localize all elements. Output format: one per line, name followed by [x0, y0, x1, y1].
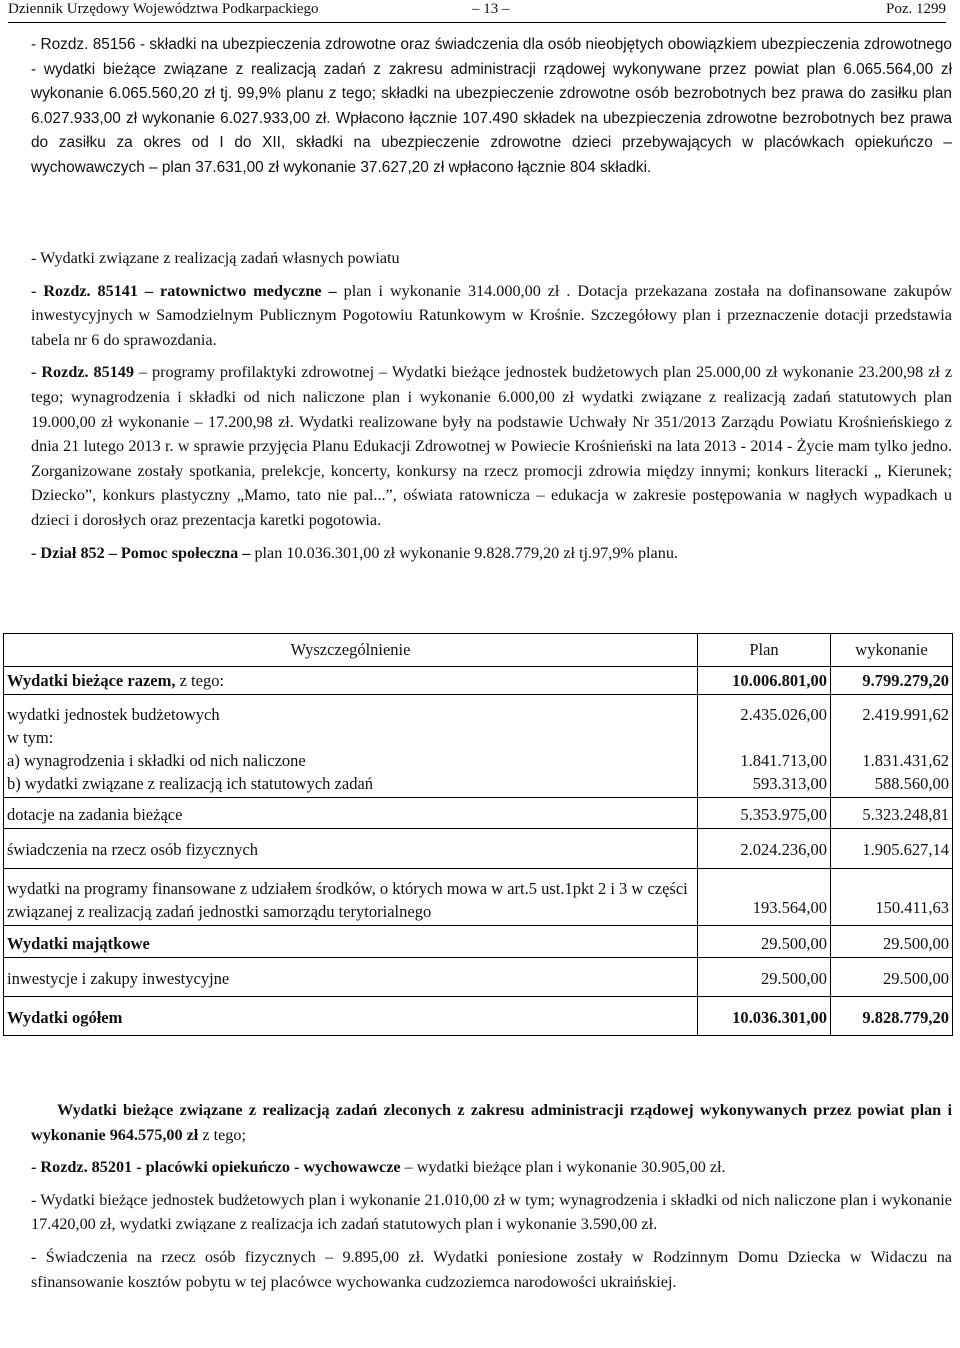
section-85201-text: – wydatki bieżące plan i wykonanie 30.905,00 zł.: [400, 1158, 726, 1177]
row-plan-line: 1.841.713,00: [740, 751, 827, 770]
row-plan: [698, 695, 831, 798]
own-tasks-heading: [31, 246, 952, 271]
row-exec-line: 1.831.431,62: [862, 751, 949, 770]
row-label-bold: Wydatki bieżące razem,: [7, 671, 176, 690]
commissioned-text: z tego;: [198, 1125, 246, 1144]
section-85141-lead: - Rozdz. 85141 – ratownictwo medyczne –: [31, 281, 337, 300]
table-row: [4, 667, 953, 695]
bullet-benefits: - Świadczenia na rzecz osób fizycznych – 9.895,00 zł. Wydatki poniesione zostały w Rodzinnym Domu Dziecka w Widaczu na sfinansowanie kosztów pobytu w tej placówce wychowanka cudzoziemca narodowości ukraińskiej.: [31, 1247, 952, 1291]
row-plan-line: 593.313,00: [752, 774, 827, 793]
row-plan: 2.024.236,00: [698, 829, 831, 869]
row-execution: 5.323.248,81: [831, 798, 953, 829]
section-85141: [31, 279, 952, 353]
main-body: [31, 246, 952, 565]
section-85149-text: – programy profilaktyki zdrowotnej – Wydatki bieżące jednostek budżetowych plan 25.000,00 zł wykonanie 23.200,98 zł z tego; wynagrodzenia i składki od nich naliczone plan i wykonanie 6.000,00 zł wydatki związane z realizacją zadań statutowych plan 19.000,00 zł wykonanie – 17.200,98 zł. Wydatki realizowane były na podstawie Uchwały Nr 351/2013 Zarządu Powiatu Krośnieńskiego z dnia 21 lutego 2013 r. w sprawie przyjęcia Planu Edukacji Zdrowotnej w Powiecie Krośnieński na lata 2013 - 2014 - Życie mam tylko jedno. Zorganizowane zostały spotkania, prelekcje, koncerty, konkursy na rzecz promocji zdrowia między innymi; konkurs literacki „ Kierunek; Dziecko”, konkurs plastyczny „Mamo, tato nie pal...”, oświata ratownicza – edukacja w zakresie postępowania w nagłych wypadkach u dzieci i dorosłych oraz prezentacja karetki pogotowia.: [31, 363, 952, 529]
journal-title: Dziennik Urzędowy Województwa Podkarpackiego: [8, 1, 319, 17]
row-plan-line: 2.435.026,00: [740, 705, 827, 724]
section-85156-text: - Rozdz. 85156 - składki na ubezpieczenia zdrowotne oraz świadczenia dla osób nieobjętych obowiązkiem ubezpieczenia zdrowotnego - wydatki bieżące związane z realizacją zadań z zakresu administracji rządowej wykonywane przez powiat plan 6.065.564,00 zł wykonanie 6.065.560,20 zł tj. 99,9% planu z tego; składki na ubezpieczenie zdrowotne osób bezrobotnych bez prawa do zasiłku plan 6.027.933,00 zł wykonanie 6.027.933,00 zł. Wpłacono łącznie 107.490 składek na ubezpieczenia zdrowotne bezrobotnych bez prawa do zasiłku za okres od I do XII, składki na ubezpieczenie zdrowotne dzieci przebywających w placówkach opiekuńczo – wychowawczych – plan 37.631,00 zł wykonanie 37.627,20 zł wpłacono łącznie 804 składki.: [31, 36, 952, 176]
header-description: Wyszczególnienie: [4, 634, 698, 667]
row-execution: 9.828.779,20: [831, 997, 953, 1036]
section-852: [31, 541, 952, 566]
section-85149-lead: - Rozdz. 85149: [31, 363, 134, 382]
row-execution: [831, 695, 953, 798]
row-exec-line: 588.560,00: [874, 774, 949, 793]
row-label: [4, 667, 698, 695]
row-execution: 29.500,00: [831, 926, 953, 958]
table-row: [4, 829, 953, 869]
row-line: b) wydatki związane z realizacją ich statutowych zadań: [7, 774, 374, 793]
row-line: a) wynagrodzenia i składki od nich naliczone: [7, 751, 306, 770]
header-execution: wykonanie: [831, 634, 953, 667]
section-85141-text: plan i wykonanie 314.000,00 zł . Dotacja przekazana została na dofinansowane zakupów inwestycyjnych w Samodzielnym Publicznym Pogotowiu Ratunkowym w Krośnie. Szczegółowy plan i przeznaczenie dotacji przedstawia tabela nr 6 do sprawozdania.: [31, 281, 953, 349]
commissioned-paragraph: [31, 1098, 952, 1147]
commissioned-block: [31, 1098, 952, 1294]
table-row: [4, 695, 953, 798]
commissioned-bold: Wydatki bieżące związane z realizacją zadań zleconych z zakresu administracji rządowej wykonywanych przez powiat plan i wykonanie 964.575,00 zł: [31, 1101, 952, 1144]
table-row: [4, 958, 953, 997]
row-label: inwestycje i zakupy inwestycyjne: [4, 958, 698, 997]
row-label-rest: z tego:: [175, 671, 225, 690]
section-85201: [31, 1155, 952, 1180]
page-number: – 13 –: [472, 1, 510, 17]
table-row: [4, 997, 953, 1036]
row-label: wydatki na programy finansowane z udziałem środków, o których mowa w art.5 ust.1pkt 2 i 3 w części związanej z realizacją zadań jednostki samorządu terytorialnego: [4, 869, 698, 926]
row-plan: 193.564,00: [698, 869, 831, 926]
own-tasks-heading-text: - Wydatki związane z realizacją zadań własnych powiatu: [31, 249, 400, 267]
table-header-row: [4, 634, 953, 667]
row-label: [4, 695, 698, 798]
row-label: Wydatki majątkowe: [4, 926, 698, 958]
table-row: [4, 869, 953, 926]
section-85201-lead: - Rozdz. 85201 - placówki opiekuńczo - wychowawcze: [31, 1158, 401, 1177]
section-85156-block: [31, 33, 952, 181]
bullet-budget-units: - Wydatki bieżące jednostek budżetowych plan i wykonanie 21.010,00 zł w tym; wynagrodzenia i składki od nich naliczone plan i wykonanie 17.420,00 zł, wydatki związane z realizacja ich zadań statutowych plan i wykonanie 3.590,00 zł.: [31, 1190, 952, 1234]
row-exec-line: 2.419.991,62: [862, 705, 949, 724]
table-row: [4, 798, 953, 829]
row-plan: 5.353.975,00: [698, 798, 831, 829]
row-label: Wydatki ogółem: [4, 997, 698, 1036]
row-line: wydatki jednostek budżetowych: [7, 705, 220, 724]
position-number: Poz. 1299: [886, 1, 946, 17]
row-execution: 29.500,00: [831, 958, 953, 997]
row-label: dotacje na zadania bieżące: [4, 798, 698, 829]
table-row: [4, 926, 953, 958]
row-execution: 9.799.279,20: [831, 667, 953, 695]
row-line: w tym:: [7, 728, 54, 747]
section-85149: [31, 360, 952, 532]
row-plan: 29.500,00: [698, 926, 831, 958]
page-header: [8, 0, 946, 23]
section-852-text: plan 10.036.301,00 zł wykonanie 9.828.779,20 zł tj.97,9% planu.: [250, 543, 678, 562]
section-852-lead: - Dział 852 – Pomoc społeczna –: [31, 543, 251, 562]
row-execution: 1.905.627,14: [831, 829, 953, 869]
expenditure-table: [3, 633, 953, 1036]
row-plan: 10.006.801,00: [698, 667, 831, 695]
row-label: świadczenia na rzecz osób fizycznych: [4, 829, 698, 869]
row-plan: 29.500,00: [698, 958, 831, 997]
row-plan: 10.036.301,00: [698, 997, 831, 1036]
header-plan: Plan: [698, 634, 831, 667]
row-execution: 150.411,63: [831, 869, 953, 926]
